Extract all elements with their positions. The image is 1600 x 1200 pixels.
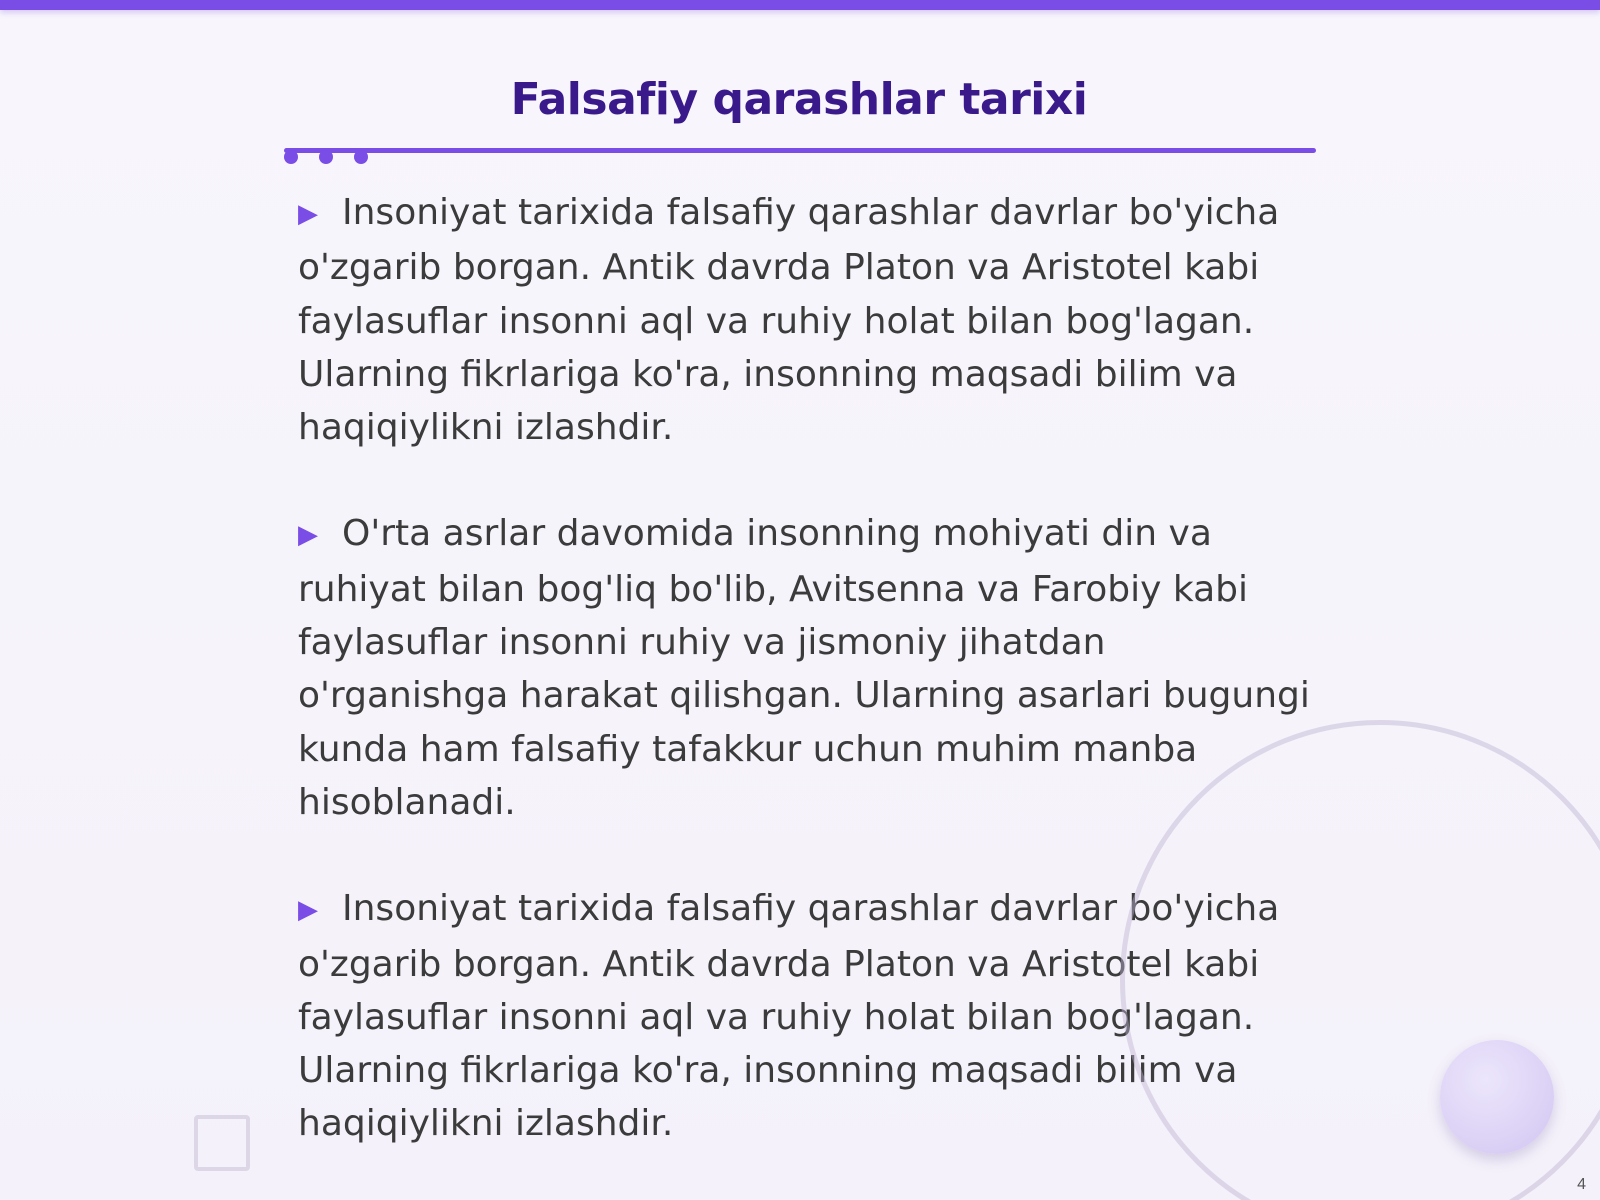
top-accent-bar xyxy=(0,0,1600,10)
decorative-circle-filled xyxy=(1440,1040,1554,1154)
triangle-bullet-icon: ▶ xyxy=(298,520,318,551)
decorative-square xyxy=(194,1115,250,1171)
paragraph-text: O'rta asrlar davomida insonning mohiyati din va ruhiyat bilan bog'liq bo'lib, Avitsenna va Farobiy kabi faylasuflar insonni ruhiy va jismoniy jihatdan o'rganishga harakat qilishgan. Ularning asarlari bugungi kunda ham falsafiy tafakkur uchun muhim manba hisoblanadi. xyxy=(298,513,1310,823)
page-number: 4 xyxy=(1577,1176,1586,1193)
decorative-dot xyxy=(319,150,333,164)
paragraph-1 xyxy=(298,186,1318,454)
paragraph-text: Insoniyat tarixida falsafiy qarashlar davrlar bo'yicha o'zgarib borgan. Antik davrda Platon va Aristotel kabi faylasuflar insonni aql va ruhiy holat bilan bog'lagan. Ularning fikrlariga ko'ra, insonning maqsadi bilim va haqiqiylikni izlashdir. xyxy=(298,192,1280,449)
triangle-bullet-icon: ▶ xyxy=(298,199,318,229)
decorative-dot xyxy=(284,150,298,164)
decorative-dot xyxy=(354,150,368,164)
title-underline xyxy=(284,148,1316,153)
triangle-bullet-icon: ▶ xyxy=(298,895,318,926)
slide-title: Falsafiy qarashlar tarixi xyxy=(510,74,1088,125)
paragraph-2 xyxy=(298,507,1318,829)
paragraph-text: Insoniyat tarixida falsafiy qarashlar davrlar bo'yicha o'zgarib borgan. Antik davrda Platon va Aristotel kabi faylasuflar insonni aql va ruhiy holat bilan bog'lagan. Ularning fikrlariga ko'ra, insonning maqsadi bilim va haqiqiylikni izlashdir. xyxy=(298,888,1280,1145)
